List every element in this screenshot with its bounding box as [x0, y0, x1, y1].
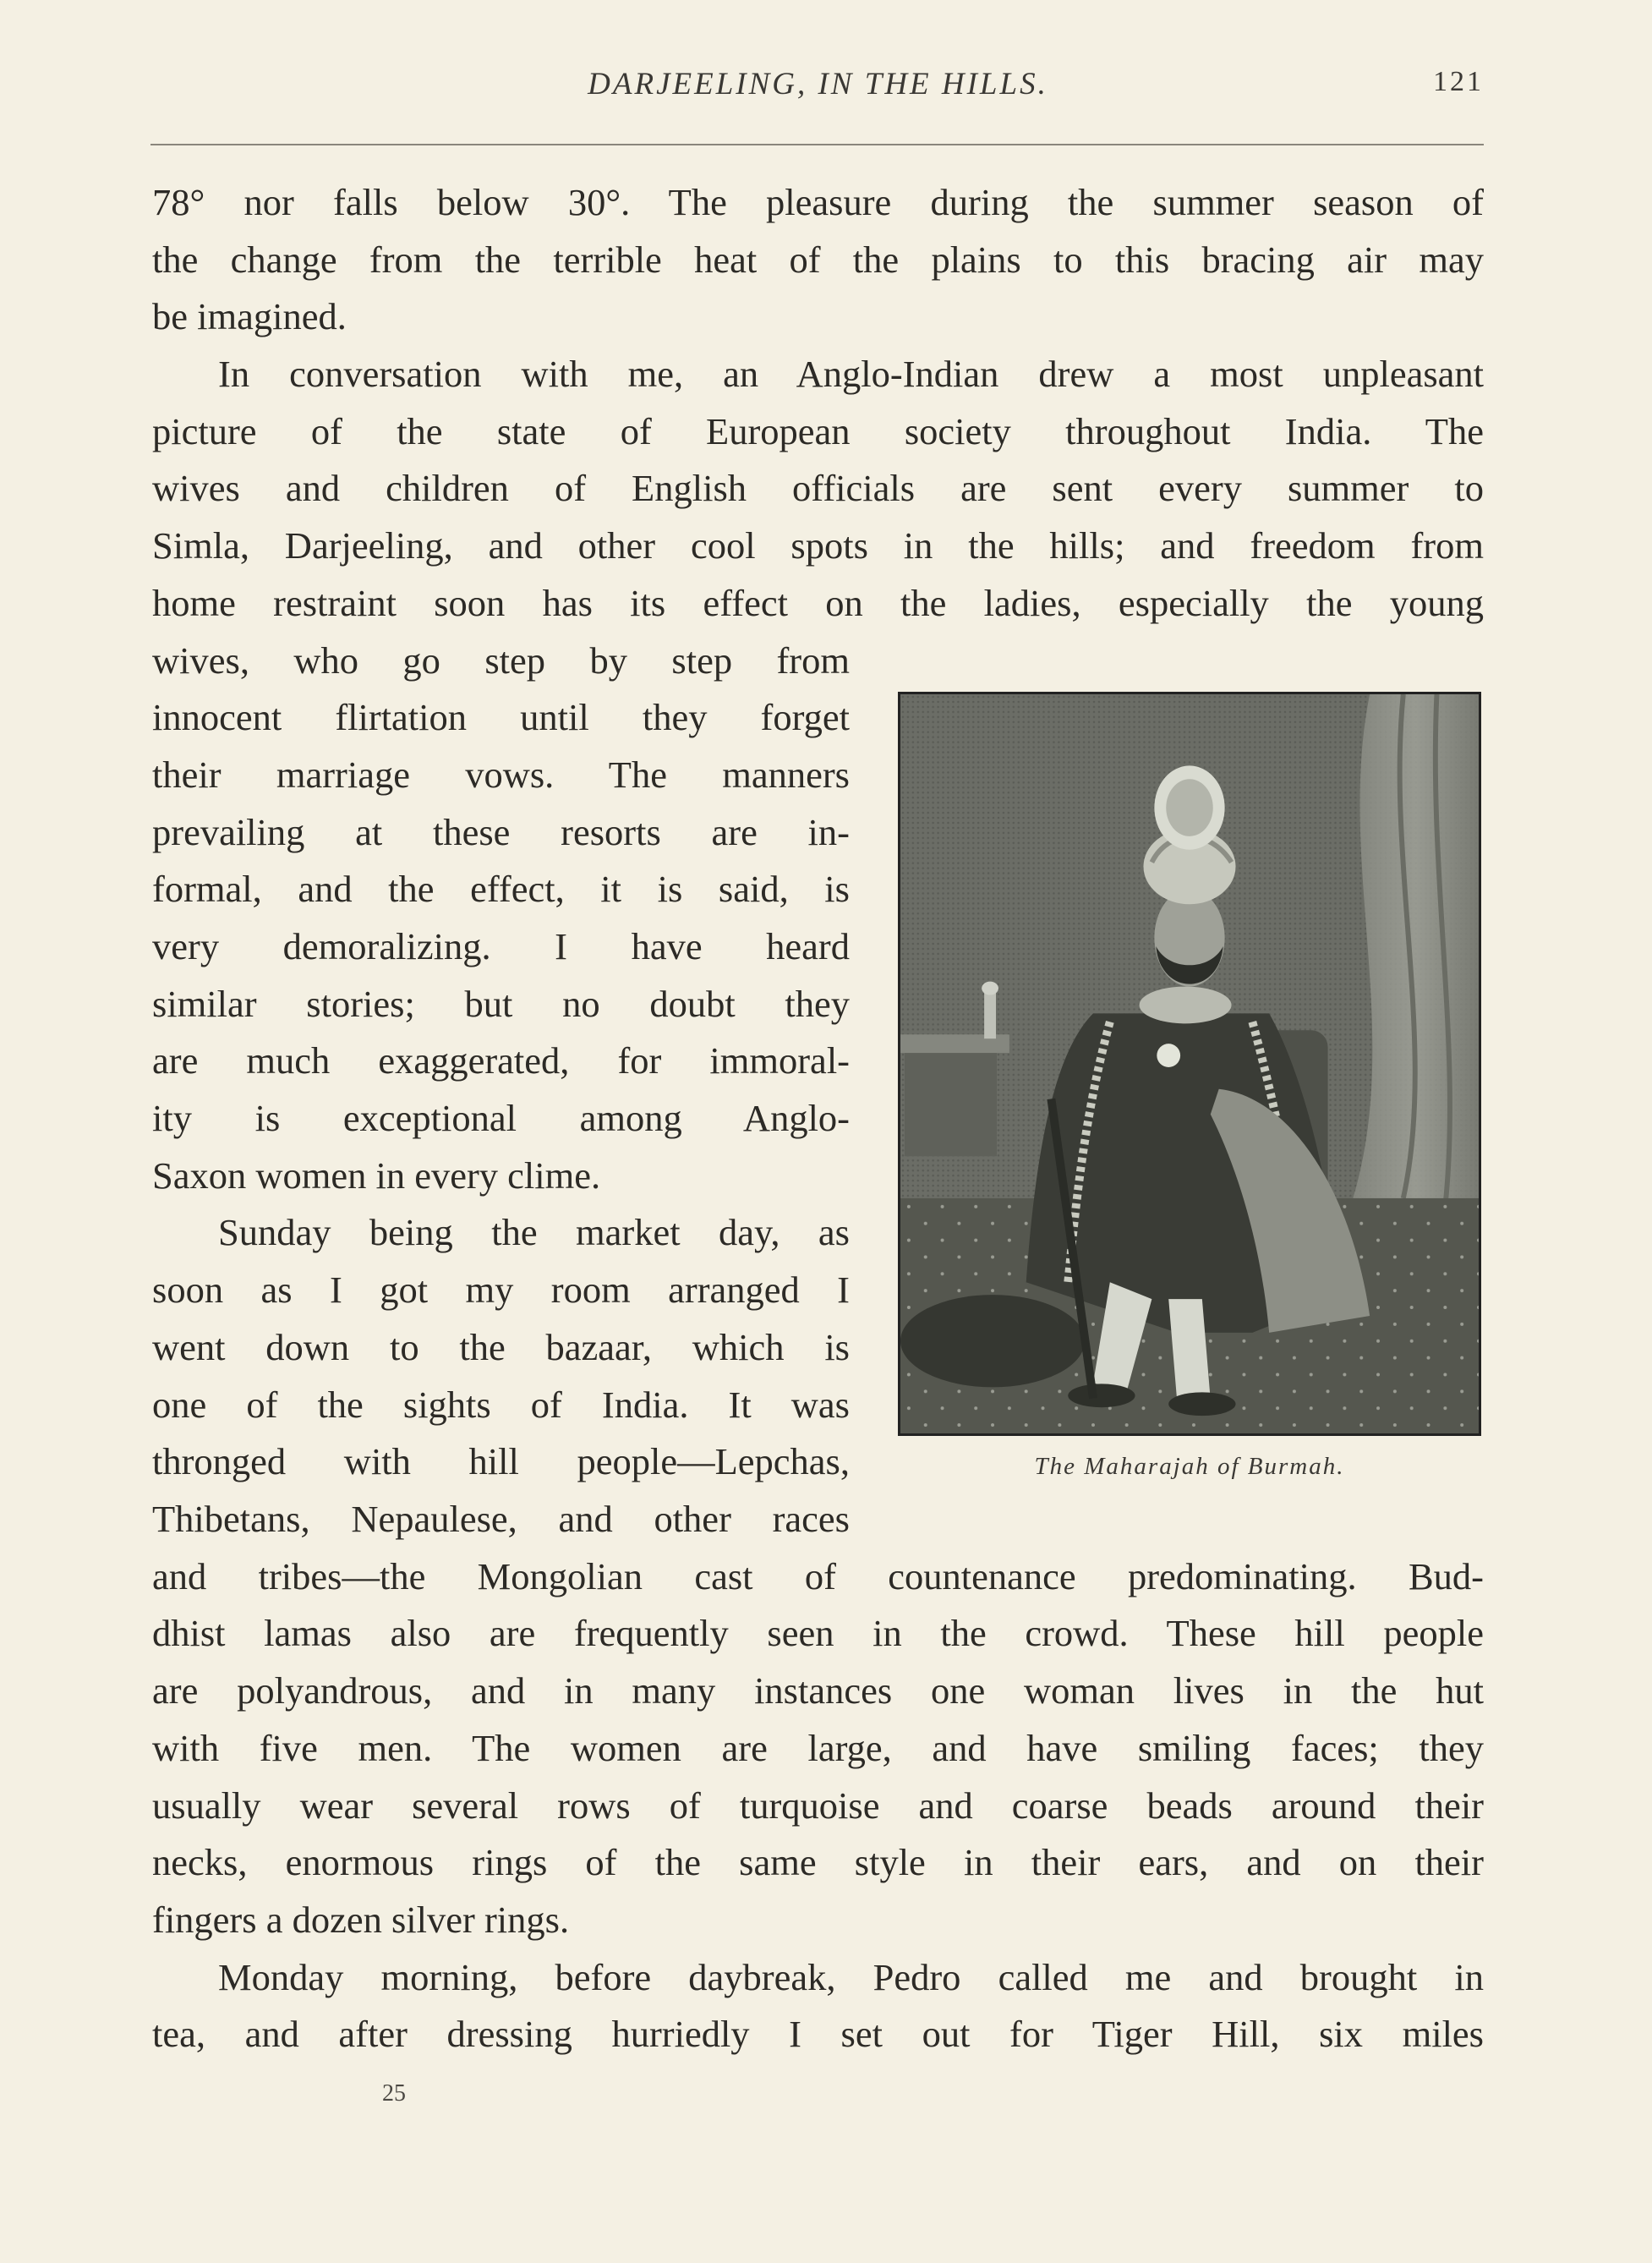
text-line: the change from the terrible heat of the plains to this bracing air may [152, 238, 1484, 281]
text-line: with five men. The women are large, and have smiling faces; they [152, 1726, 1484, 1769]
page-number: 121 [1433, 66, 1484, 97]
text-line: and tribes—the Mongolian cast of countenance predominating. Bud- [152, 1554, 1484, 1597]
text-line: are polyandrous, and in many instances one woman lives in the hut [152, 1669, 1484, 1712]
text-line: picture of the state of European society throughout India. The [152, 409, 1484, 452]
text-line: are much exaggerated, for immoral- [152, 1039, 850, 1082]
portrait-figure [898, 692, 1481, 1436]
text-block-top [152, 174, 1484, 633]
text-line: ity is exceptional among Anglo- [152, 1097, 850, 1140]
text-line: innocent flirtation until they forget [152, 696, 850, 739]
text-block-column [152, 633, 850, 1548]
figure-caption: The Maharajah of Burmah. [1034, 1453, 1345, 1480]
text-line: be imagined. [152, 295, 347, 338]
text-line: tea, and after dressing hurriedly I set out for Tiger Hill, six miles [152, 2013, 1484, 2056]
text-line: prevailing at these resorts are in- [152, 810, 850, 853]
header-rule [150, 144, 1484, 145]
text-line: Thibetans, Nepaulese, and other races [152, 1497, 850, 1540]
text-line: wives, who go step by step from [152, 638, 850, 682]
text-line: fingers a dozen silver rings. [152, 1898, 570, 1941]
text-line: went down to the bazaar, which is [152, 1325, 850, 1368]
text-line: Saxon women in every clime. [152, 1153, 601, 1197]
text-line: Monday morning, before daybreak, Pedro called me and brought in [218, 1955, 1484, 1998]
running-head [152, 66, 1484, 108]
text-line: Simla, Darjeeling, and other cool spots in the hills; and freedom from [152, 524, 1484, 567]
portrait-illustration [900, 694, 1479, 1433]
text-line: formal, and the effect, it is said, is [152, 868, 850, 911]
text-line: their marriage vows. The manners [152, 753, 850, 796]
text-line: similar stories; but no doubt they [152, 982, 850, 1025]
text-line: thronged with hill people—Lepchas, [152, 1440, 850, 1483]
text-line: necks, enormous rings of the same style in their ears, and on their [152, 1841, 1484, 1884]
text-line: dhist lamas also are frequently seen in the crowd. These hill people [152, 1612, 1484, 1655]
text-line: one of the sights of India. It was [152, 1383, 850, 1426]
text-line: very demoralizing. I have heard [152, 925, 850, 968]
text-line: 78° nor falls below 30°. The pleasure during the summer season of [152, 181, 1484, 223]
text-line: usually wear several rows of turquoise and coarse beads around their [152, 1784, 1484, 1827]
text-line: wives and children of English officials are sent every summer to [152, 467, 1484, 510]
text-line: home restraint soon has its effect on the ladies, especially the young [152, 581, 1484, 624]
running-title: DARJEELING, IN THE HILLS. [588, 67, 1048, 101]
text-line: soon as I got my room arranged I [152, 1268, 850, 1312]
text-line: In conversation with me, an Anglo-Indian drew a most unpleasant [218, 353, 1484, 396]
text-line: Sunday being the market day, as [218, 1211, 850, 1254]
text-block-bottom [152, 1548, 1484, 2063]
signature-mark: 25 [382, 2080, 406, 2107]
